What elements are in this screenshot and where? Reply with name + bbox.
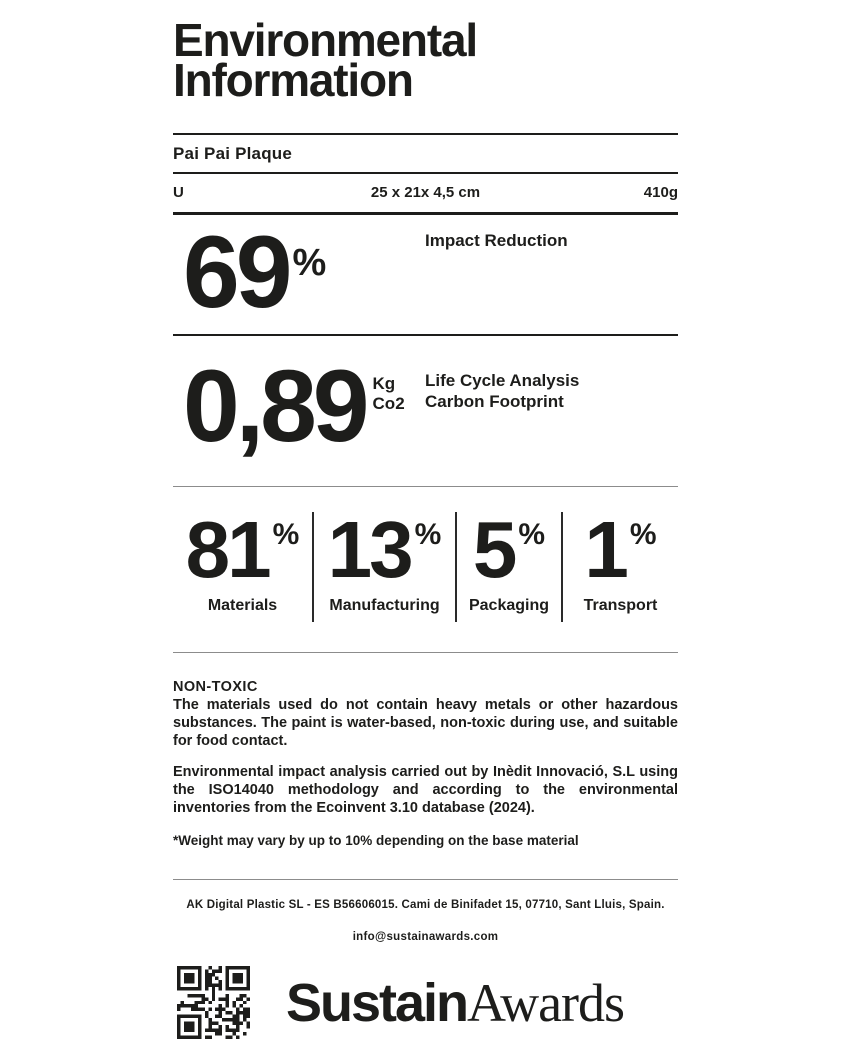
weight-disclaimer: *Weight may vary by up to 10% depending on the base material (173, 833, 579, 848)
packaging-unit: % (518, 518, 546, 551)
carbon-label-line2: Carbon Footprint (425, 392, 564, 411)
packaging-value: 5 (472, 505, 515, 594)
impact-reduction-value: 69 (183, 215, 289, 329)
page-title-line2: Information (173, 54, 413, 106)
manufacturing-label: Manufacturing (329, 597, 440, 614)
divider-top (173, 133, 678, 135)
product-weight: 410g (643, 184, 678, 201)
page-title (173, 14, 678, 106)
lifecycle-breakdown (173, 505, 678, 622)
product-name: Pai Pai Plaque (173, 144, 293, 163)
product-spec-row (173, 184, 678, 201)
breakdown-materials (173, 505, 312, 622)
methodology-paragraph: Environmental impact analysis carried out by Inèdit Innovació, S.L using the ISO14040 methodology and according to the environmental inventories from the Ecoinvent 3.10 database (2024). (173, 764, 678, 816)
qr-code-icon (177, 966, 250, 1039)
notes-section (173, 678, 678, 850)
transport-label: Transport (583, 597, 658, 614)
impact-reduction-unit: % (292, 242, 327, 284)
nontoxic-paragraph: The materials used do not contain heavy metals or other hazardous substances. The paint is water-based, non-toxic during use, and suitable for food contact. (173, 697, 678, 749)
divider-footer (173, 879, 678, 880)
nontoxic-heading: NON-TOXIC (173, 679, 258, 695)
footer-brand-row (173, 960, 678, 1045)
carbon-footprint-block (173, 349, 678, 466)
manufacturing-unit: % (414, 518, 442, 551)
materials-label: Materials (207, 597, 278, 614)
contact-email: info@sustainawards.com (352, 931, 499, 943)
materials-unit: % (272, 518, 300, 551)
divider-product (173, 172, 678, 174)
divider-impact (173, 334, 678, 336)
carbon-unit-co2: Co2 (372, 394, 405, 413)
carbon-unit-kg: Kg (372, 374, 396, 393)
materials-value: 81 (185, 505, 269, 594)
carbon-label-line1: Life Cycle Analysis (425, 371, 580, 390)
packaging-label: Packaging (468, 597, 550, 614)
carbon-footprint-value: 0,89 (183, 349, 366, 463)
logo-text-sustain: Sustain (286, 972, 468, 1033)
impact-reduction-block (173, 215, 678, 329)
transport-unit: % (629, 518, 657, 551)
breakdown-manufacturing (314, 505, 455, 622)
divider-carbon (173, 486, 678, 487)
breakdown-packaging (457, 505, 561, 622)
product-dimensions: 25 x 21x 4,5 cm (370, 184, 481, 201)
carbon-footprint-label (425, 370, 579, 412)
manufacturing-value: 13 (327, 505, 411, 594)
divider-breakdown (173, 652, 678, 653)
transport-value: 1 (584, 505, 626, 594)
logo-text-awards: Awards (467, 972, 625, 1033)
sustainawards-logo (286, 972, 625, 1033)
breakdown-transport (563, 505, 678, 622)
company-address: AK Digital Plastic SL - ES B56606015. Cami de Binifadet 15, 07710, Sant Lluis, Spain. (186, 899, 665, 911)
impact-reduction-label: Impact Reduction (425, 231, 568, 250)
product-size-code: U (173, 184, 184, 201)
carbon-footprint-unit (373, 374, 405, 414)
page-title-line1: Environmental (173, 14, 477, 66)
